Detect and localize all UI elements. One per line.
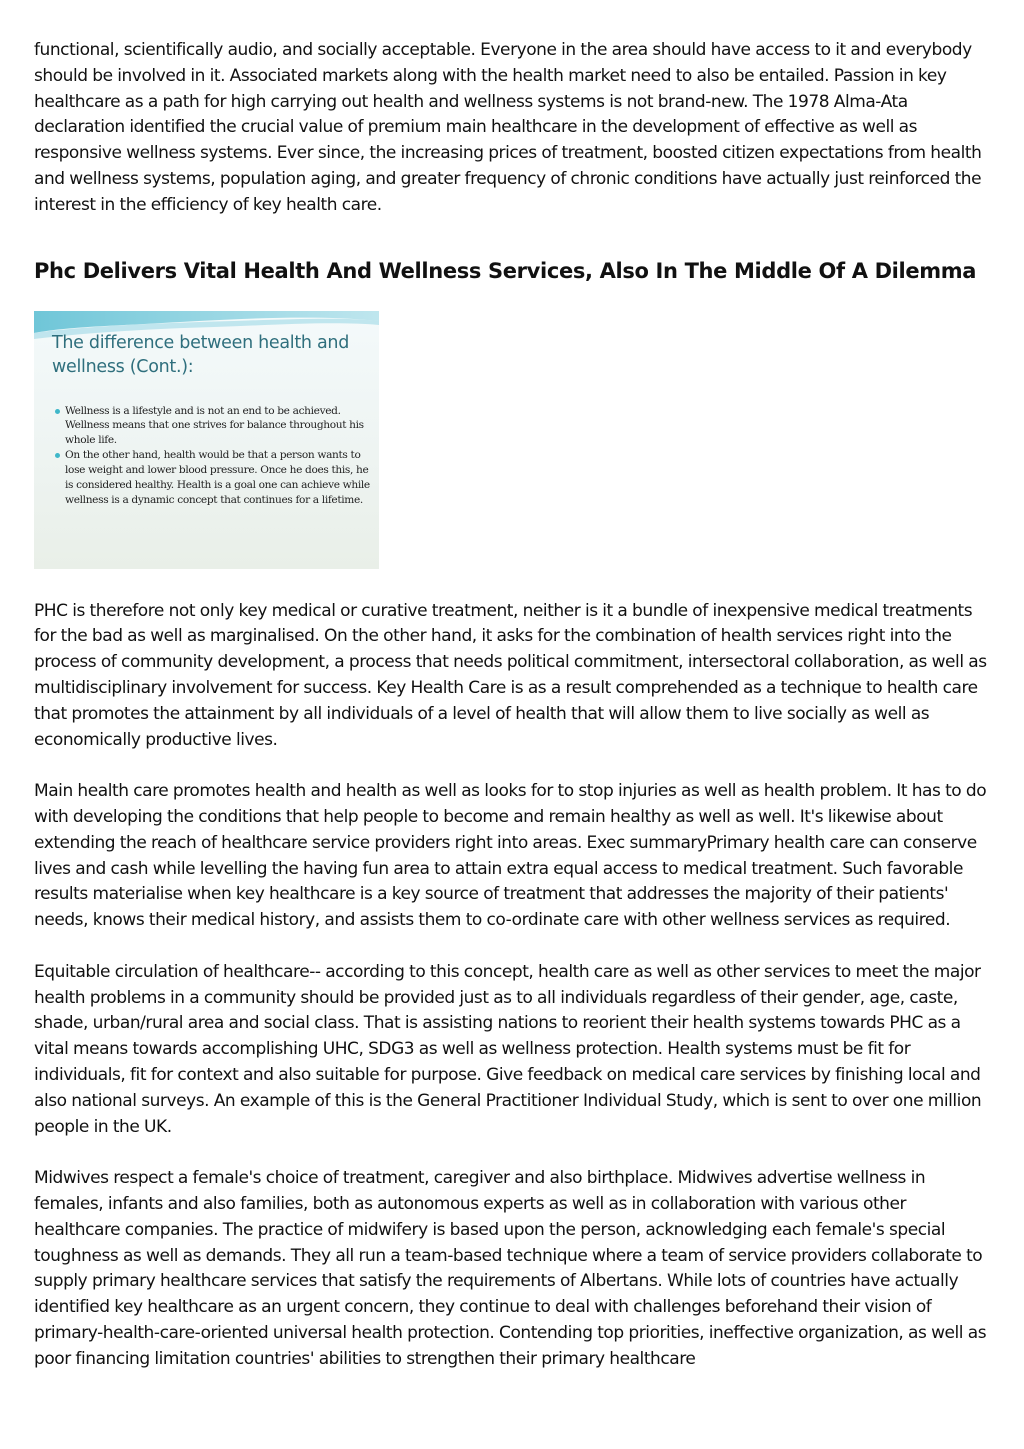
- paragraph-phc: PHC is therefore not only key medical or curative treatment, neither is it a bundle of inexpensive medical treatments for the bad as well as marginalised. On the other hand, it asks for the combination of health services right into the process of community development, a process that needs political commitment, intersectoral collaboration, as well as multidisciplinary involvement for success. Key Health Care is as a result comprehended as a technique to health care that promotes the attainment by all individuals of a level of health that will allow them to live socially as well as economically productive lives.: [34, 600, 987, 750]
- slide-image: [34, 311, 379, 569]
- paragraph-equitable-circulation: Equitable circulation of healthcare-- according to this concept, health care as well as other services to meet the major health problems in a community should be provided just as to all individuals regardless of their gender, age, caste, shade, urban/rural area and social class. That is assisting nations to reorient their health systems towards PHC as a vital means towards accomplishing UHC, SDG3 as well as wellness protection. Health systems must be fit for individuals, fit for context and also suitable for purpose. Give feedback on medical care services by finishing local and also national surveys. An example of this is the General Practitioner Individual Study, which is sent to over one million people in the UK.: [34, 961, 982, 1137]
- section-heading: Phc Delivers Vital Health And Wellness Services, Also In The Middle Of A Dilemma: [34, 258, 977, 283]
- slide-bullet-list: [54, 404, 372, 508]
- slide-title: The difference between health and wellness (Cont.):: [52, 332, 350, 377]
- slide-bullet-item: [54, 448, 372, 508]
- slide-bullet-text: On the other hand, health would be that a person wants to lose weight and lower blood pressure. Once he does this, he is considered healthy. Health is a goal one can achieve while wellness is a dynamic concept that continues for a lifetime.: [65, 449, 370, 507]
- bullet-dot-icon: [55, 409, 60, 414]
- paragraph-intro: functional, scientifically audio, and socially acceptable. Everyone in the area should have access to it and everybody should be involved in it. Associated markets along with the health market need to also be entailed. Passion in key healthcare as a path for high carrying out health and wellness systems is not brand-new. The 1978 Alma-Ata declaration identified the crucial value of premium main healthcare in the development of effective as well as responsive wellness systems. Ever since, the increasing prices of treatment, boosted citizen expectations from health and wellness systems, population aging, and greater frequency of chronic conditions have actually just reinforced the interest in the efficiency of key health care.: [34, 40, 982, 215]
- slide-bullet-item: [54, 404, 372, 449]
- bullet-dot-icon: [55, 453, 60, 458]
- paragraph-midwives: Midwives respect a female's choice of treatment, caregiver and also birthplace. Midwives advertise wellness in females, infants and also families, both as autonomous experts as well as in collaboration with various other healthcare companies. The practice of midwifery is based upon the person, acknowledging each female's special toughness as well as demands. They all run a team-based technique where a team of service providers collaborate to supply primary healthcare services that satisfy the requirements of Albertans. While lots of countries have actually identified key healthcare as an urgent concern, they continue to deal with challenges beforehand their vision of primary-health-care-oriented universal health protection. Contending top priorities, ineffective organization, as well as poor financing limitation countries' abilities to strengthen their primary healthcare: [34, 1168, 987, 1369]
- paragraph-main-health-care: Main health care promotes health and health as well as looks for to stop injuries as well as health problem. It has to do with developing the conditions that help people to become and remain healthy as well as well. It's likewise about extending the reach of healthcare service providers right into areas. Exec summaryPrimary health care can conserve lives and cash while levelling the having fun area to attain extra equal access to medical treatment. Such favorable results materialise when key healthcare is a key source of treatment that addresses the majority of their patients' needs, knows their medical history, and assists them to co-ordinate care with other wellness services as required.: [34, 781, 987, 931]
- slide-bullet-text: Wellness is a lifestyle and is not an end to be achieved. Wellness means that one strives for balance throughout his whole life.: [65, 404, 364, 447]
